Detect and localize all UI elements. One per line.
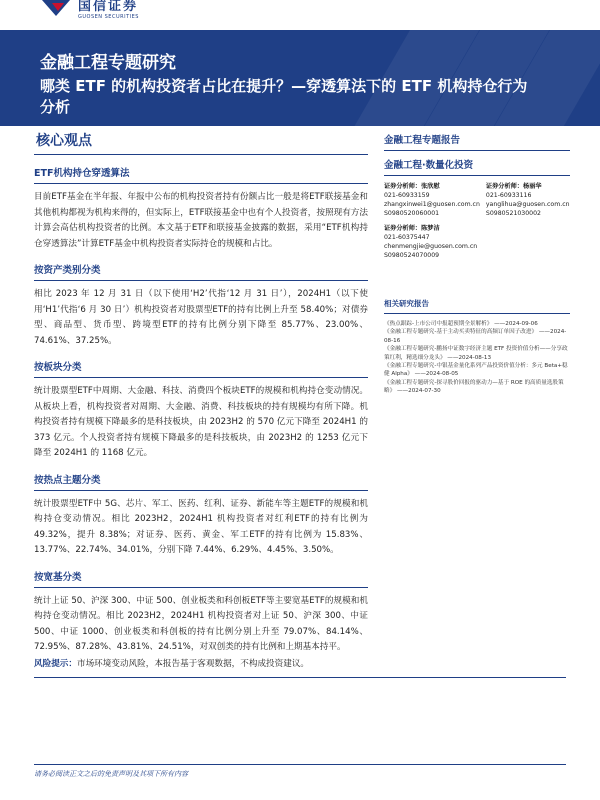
related-report-item[interactable]: 《金融工程专题研究-探寻股价回报的驱动力—基于 ROE 的高质量选股策略》 ——2024-07-30 [384,379,564,395]
divider [34,677,566,678]
report-type: 金融工程专题报告 [384,135,461,146]
section-heading-asset-class: 按资产类别分类 [34,265,101,276]
analyst-email[interactable]: yanglihua@guosen.com.cn [485,201,570,208]
section-heading-theme: 按热点主题分类 [34,474,101,486]
related-report-item[interactable]: 《金融工程专题研究-中银基金量化系列产品投资价值分析：多元 Beta+稳健 Alpha》 ——2024-08-05 [384,363,568,378]
section-heading-etf-algorithm: ETF机构持仓穿透算法 [34,168,130,179]
related-reports-list [384,320,570,396]
analyst-phone: 021-60933116 [485,192,532,199]
logo-mark-icon [40,0,74,20]
divider [34,587,368,588]
section-text-sector: 统计股票型ETF中周期、大金融、科技、消费四个板块ETF的规模和机构持仓变动情况。从板块上看，机构投资者对周期、大金融、消费、科技板块的持有规模均有所下降。机构投资者持有规模下降最多的是科技板块，由 2023H2 的 570 亿元下降至 2024H1 的 373 亿元。个人投资者持有规模下降最多的是科技板块，由 2023H2 的 1253 亿元下降至 2024H1 的 1168 亿元。 [34,386,368,458]
core-views-title: 核心观点 [36,133,92,149]
analyst-name: 证券分析师：杨丽华 [485,183,542,190]
divider [384,313,570,314]
section-text-etf-algorithm: 目前ETF基金在半年报、年报中公布的机构投资者持有份额占比一般是将ETF联接基金和其他机构都视为机构来得的，但实际上，ETF联接基金中也有个人投资者，按照现有方法计算会高估机构投资者的比例。本文基于ETF和联接基金披露的数据，采用“ETF机构持仓穿透算法”计算ETF基金中机构投资者实际持仓的规模和占比。 [34,192,368,249]
divider [34,280,368,281]
analyst-card [486,182,570,218]
related-report-item[interactable]: 《金融工程专题研究-基于主动买卖特征的高频订单因子改进》 ——2024-08-16 [384,329,567,344]
title-banner [0,30,600,126]
analyst-email[interactable]: chenmengjie@guosen.com.cn [384,243,478,250]
analyst-cert: S0980521030002 [485,210,541,217]
analyst-email[interactable]: zhangxinwei1@guosen.com.cn [384,201,480,208]
top-bar [0,0,600,28]
related-report-item[interactable]: 《热点跟踪-上市公司中报超预期全景解析》 ——2024-09-06 [384,321,538,327]
risk-warning [34,657,368,669]
section-text-broad-index: 统计上证 50、沪深 300、中证 500、创业板类和科创板ETF等主要宽基ETF的规模和机构持仓变动情况。相比 2023H2，2024H1 机构投资者对上证 50、沪深 300、中证 500、中证 1000、创业板类和科创板的持有比例分别上升至 79.07%、84.14%、72.95%、87.28%、43.81%、24.51%，对双创类的持有比例和上期基本持平。 [34,595,368,652]
analyst-phone: 021-60933159 [384,192,430,199]
analyst-list [384,182,570,218]
report-category: 金融工程·数量化投资 [384,160,474,171]
report-headline: 哪类 ETF 的机构投资者占比在提升？—穿透算法下的 ETF 机构持仓行为分析 [40,77,528,116]
section-heading-sector: 按板块分类 [34,362,82,373]
related-report-item[interactable]: 《金融工程专题研究-鹏扬中证数字经济主题 ETF 投资价值分析——分享政策红利，精选细分龙头》 ——2024-08-13 [384,346,568,361]
analyst-cert: S0980524070009 [384,252,440,259]
logo-name-en: GUOSEN SECURITIES [78,14,139,20]
divider [34,490,368,491]
side-panel [384,132,570,396]
divider [34,154,368,155]
analyst-card [384,182,480,218]
guosen-logo [40,0,139,20]
divider [34,377,368,378]
disclaimer-footer: 请务必阅读正文之后的免责声明及其项下所有内容 [34,770,188,778]
section-text-asset-class: 相比 2023 年 12 月 31 日（以下使用‘H2’代指‘12 月 31 日’），2024H1（以下使用‘H1’代指‘6 月 30 日’）机构投资者对股票型ETF的持有比例上升至 58.40%；对债券型、商品型、货币型、跨境型ETF的持有比例分别下降至 85.77%、23.00%、74.61%、37.25%。 [34,289,368,346]
section-heading-broad-index: 按宽基分类 [34,571,82,583]
divider [34,183,368,184]
risk-text: 市场环境变动风险，本报告基于客观数据，不构成投资建议。 [76,659,310,669]
analyst-name: 证券分析师：张欣慰 [384,183,440,190]
divider [34,764,566,765]
analyst-card [384,224,570,260]
analyst-name: 证券分析师：陈梦洁 [384,225,440,232]
analyst-phone: 021-60375447 [384,234,430,241]
core-views [34,130,368,656]
related-reports-title: 相关研究报告 [384,299,429,308]
divider [384,175,570,176]
report-series-title: 金融工程专题研究 [40,53,176,73]
divider [384,150,570,151]
risk-label: 风险提示： [34,659,77,669]
logo-name-cn: 国信证券 [78,0,139,14]
section-text-theme: 统计股票型ETF中 5G、芯片、军工、医药、红利、证券、新能车等主题ETF的规模和机构持仓变动情况。相比 2023H2，2024H1 机构投资者对红利ETF的持有比例为 49.32%，提升 8.38%；对证券、医药、黄金、军工ETF的持有比例为 15.83%、13.77%、22.74%、34.01%，分别下降 7.44%、6.29%、4.45%、3.50%。 [34,498,368,555]
analyst-cert: S0980520060001 [384,210,440,217]
